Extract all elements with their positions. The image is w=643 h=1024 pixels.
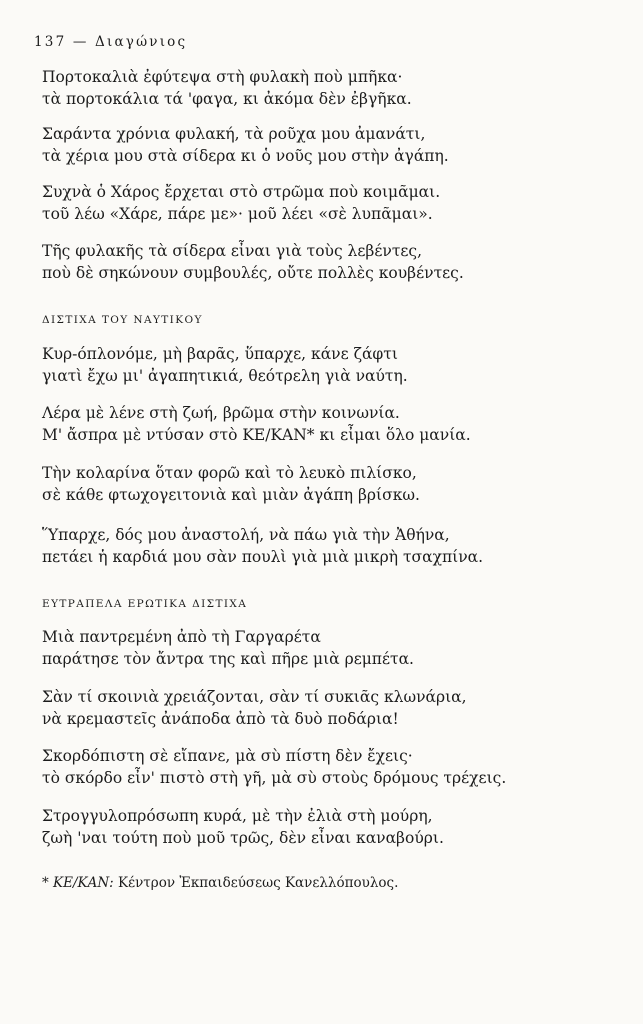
verse-line: Τὴν κολαρίνα ὅταν φορῶ καὶ τὸ λευκὸ πιλίσκο, bbox=[42, 464, 417, 482]
couplet bbox=[42, 462, 420, 506]
footnote bbox=[42, 875, 398, 891]
couplet bbox=[42, 686, 467, 730]
couplet bbox=[42, 805, 444, 849]
verse-line: Πορτοκαλιὰ ἐφύτεψα στὴ φυλακὴ ποὺ μπῆκα· bbox=[42, 68, 403, 86]
footnote-abbreviation: ΚΕ/ΚΑΝ: bbox=[53, 875, 114, 891]
running-head: 137 — Διαγώνιος bbox=[34, 34, 188, 50]
verse-line: Συχνὰ ὁ Χάρος ἔρχεται στὸ στρῶμα ποὺ κοιμᾶμαι. bbox=[42, 183, 441, 201]
verse-line: Σὰν τί σκοινιὰ χρειάζονται, σὰν τί συκιᾶς κλωνάρια, bbox=[42, 688, 467, 706]
verse-line: Μ' ἄσπρα μὲ ντύσαν στὸ ΚΕ/ΚΑΝ* κι εἶμαι ὅλο μανία. bbox=[42, 426, 471, 444]
verse-line: Τῆς φυλακῆς τὰ σίδερα εἶναι γιὰ τοὺς λεβέντες, bbox=[42, 242, 423, 260]
section-heading: ΕΥΤΡΑΠΕΛΑ ΕΡΩΤΙΚΑ ΔΙΣΤΙΧΑ bbox=[42, 598, 248, 610]
verse-line: Κυρ-όπλονόμε, μὴ βαρᾶς, ὕπαρχε, κάνε ζάφτι bbox=[42, 345, 398, 363]
verse-line: γιατὶ ἔχω μι' ἀγαπητικιά, θεότρελη γιὰ ναύτη. bbox=[42, 367, 408, 385]
verse-line: σὲ κάθε φτωχογειτονιὰ καὶ μιὰν ἀγάπη βρίσκω. bbox=[42, 486, 420, 504]
verse-line: τὰ χέρια μου στὰ σίδερα κι ὁ νοῦς μου στὴν ἀγάπη. bbox=[42, 147, 449, 165]
couplet bbox=[42, 745, 506, 789]
footnote-text: Κέντρον Ἐκπαιδεύσεως Κανελλόπουλος. bbox=[113, 875, 399, 891]
verse-line: τοῦ λέω «Χάρε, πάρε με»· μοῦ λέει «σὲ λυπᾶμαι». bbox=[42, 205, 433, 223]
verse-line: τὰ πορτοκάλια τά 'φαγα, κι ἀκόμα δὲν ἐβγῆκα. bbox=[42, 90, 412, 108]
verse-line: Σαράντα χρόνια φυλακή, τὰ ροῦχα μου ἀμανάτι, bbox=[42, 125, 426, 143]
couplet bbox=[42, 123, 449, 167]
couplet bbox=[42, 626, 414, 670]
verse-line: τὸ σκόρδο εἶν' πιστὸ στὴ γῆ, μὰ σὺ στοὺς δρόμους τρέχεις. bbox=[42, 769, 507, 787]
couplet bbox=[42, 66, 412, 110]
verse-line: ζωὴ 'ναι τούτη ποὺ μοῦ τρῶς, δὲν εἶναι καναβούρι. bbox=[42, 829, 444, 847]
couplet bbox=[42, 240, 464, 284]
verse-line: Στρογγυλοπρόσωπη κυρά, μὲ τὴν ἐλιὰ στὴ μούρη, bbox=[42, 807, 433, 825]
verse-line: Ὕπαρχε, δός μου ἀναστολή, νὰ πάω γιὰ τὴν Ἀθήνα, bbox=[42, 526, 450, 544]
section-heading: ΔΙΣΤΙΧΑ ΤΟΥ ΝΑΥΤΙΚΟΥ bbox=[42, 314, 203, 326]
couplet bbox=[42, 181, 440, 225]
verse-line: πετάει ἡ καρδιά μου σὰν πουλὶ γιὰ μιὰ μικρὴ τσαχπίνα. bbox=[42, 548, 484, 566]
verse-line: παράτησε τὸν ἄντρα της καὶ πῆρε μιὰ ρεμπέτα. bbox=[42, 650, 414, 668]
verse-line: νὰ κρεμαστεῖς ἀνάποδα ἀπὸ τὰ δυὸ ποδάρια! bbox=[42, 710, 399, 728]
verse-line: Σκορδόπιστη σὲ εἴπανε, μὰ σὺ πίστη δὲν ἔχεις· bbox=[42, 747, 413, 765]
couplet bbox=[42, 524, 483, 568]
verse-line: ποὺ δὲ σηκώνουν συμβουλές, οὔτε πολλὲς κουβέντες. bbox=[42, 264, 464, 282]
couplet bbox=[42, 402, 471, 446]
verse-line: Λέρα μὲ λένε στὴ ζωή, βρῶμα στὴν κοινωνία. bbox=[42, 404, 400, 422]
couplet bbox=[42, 343, 408, 387]
verse-line: Μιὰ παντρεμένη ἀπὸ τὴ Γαργαρέτα bbox=[42, 628, 321, 646]
footnote-marker: * bbox=[42, 875, 54, 891]
